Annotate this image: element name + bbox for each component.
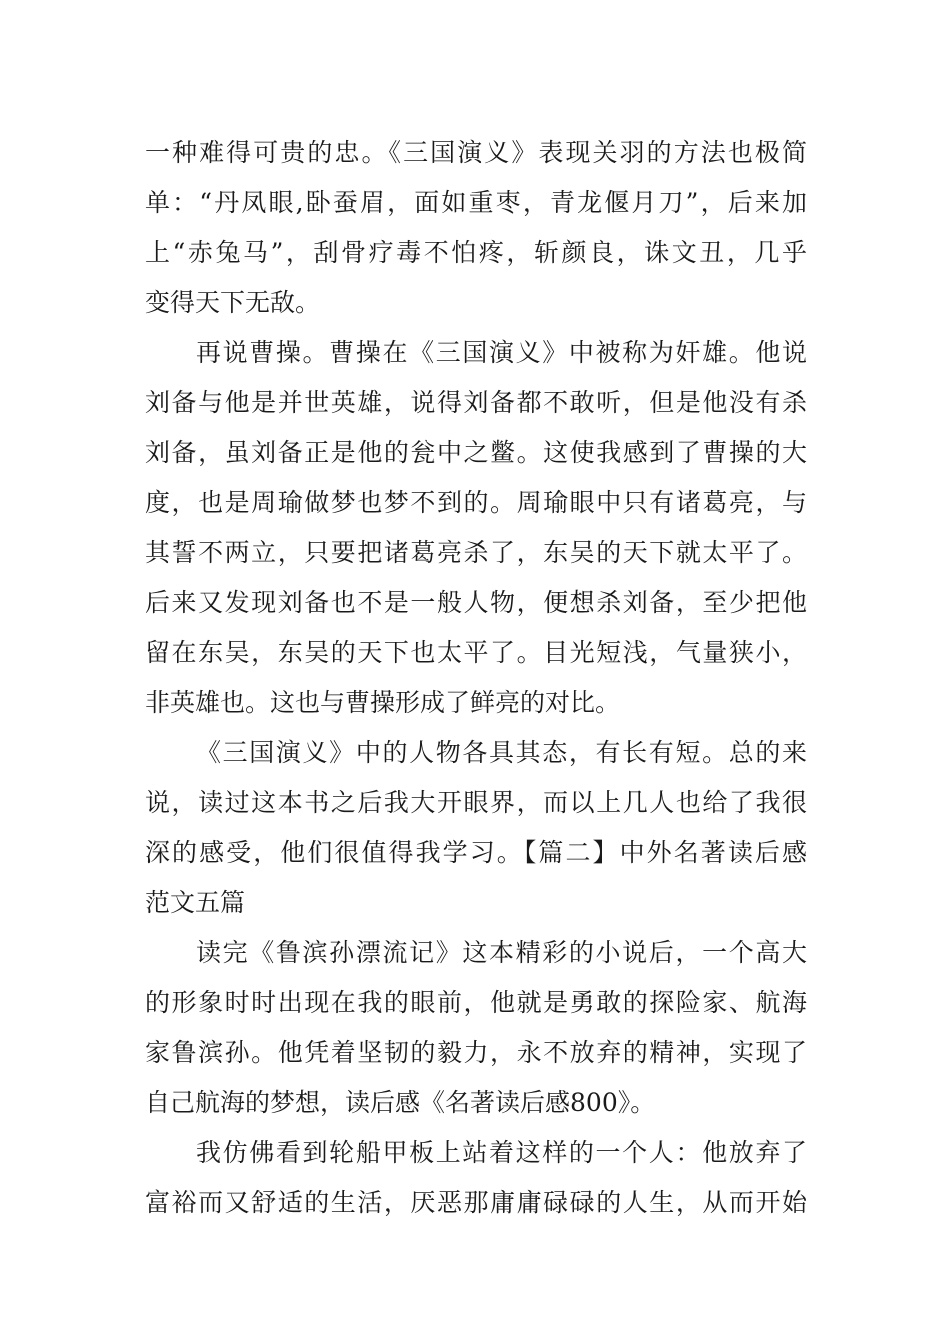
text-line: 刘备与他是并世英雄，说得刘备都不敢听，但是他没有杀: [145, 388, 807, 417]
paragraph-start-line: 再说曹操。曹操在《三国演义》中被称为奸雄。他说: [196, 338, 807, 367]
paragraph-start-line: 我仿佛看到轮船甲板上站着这样的一个人：他放弃了: [196, 1138, 807, 1167]
text-line: 变得天下无敌。: [145, 288, 321, 317]
text-line: 刘备，虽刘备正是他的瓮中之鳖。这使我感到了曹操的大: [145, 438, 807, 467]
text-line: 度，也是周瑜做梦也梦不到的。周瑜眼中只有诸葛亮，与: [145, 488, 807, 517]
text-line: 范文五篇: [145, 888, 246, 917]
text-line: 深的感受，他们很值得我学习。【篇二】中外名著读后感: [145, 838, 807, 867]
text-line: 说，读过这本书之后我大开眼界，而以上几人也给了我很: [145, 788, 807, 817]
text-line: 上“赤兔马”，刮骨疗毒不怕疼，斩颜良，诛文丑，几乎: [145, 238, 807, 267]
text-line: 留在东吴，东吴的天下也太平了。目光短浅，气量狭小，: [145, 638, 807, 667]
text-line: 其誓不两立，只要把诸葛亮杀了，东吴的天下就太平了。: [145, 538, 807, 567]
document-page: [145, 128, 807, 1228]
text-line: 一种难得可贵的忠。《三国演义》表现关羽的方法也极简: [145, 138, 807, 167]
text-line: 自己航海的梦想，读后感《名著读后感800》。: [145, 1088, 656, 1117]
text-line: 单：“丹凤眼,卧蚕眉，面如重枣，青龙偃月刀”，后来加: [145, 188, 807, 217]
text-line: 非英雄也。这也与曹操形成了鲜亮的对比。: [145, 688, 621, 717]
text-line: 富裕而又舒适的生活，厌恶那庸庸碌碌的人生，从而开始: [145, 1188, 807, 1217]
paragraph-start-line: 读完《鲁滨孙漂流记》这本精彩的小说后，一个高大: [196, 938, 807, 967]
text-line: 后来又发现刘备也不是一般人物，便想杀刘备，至少把他: [145, 588, 807, 617]
text-line: 家鲁滨孙。他凭着坚韧的毅力，永不放弃的精神，实现了: [145, 1038, 807, 1067]
paragraph-start-line: 《三国演义》中的人物各具其态，有长有短。总的来: [196, 738, 807, 767]
text-line: 的形象时时出现在我的眼前，他就是勇敢的探险家、航海: [145, 988, 807, 1017]
